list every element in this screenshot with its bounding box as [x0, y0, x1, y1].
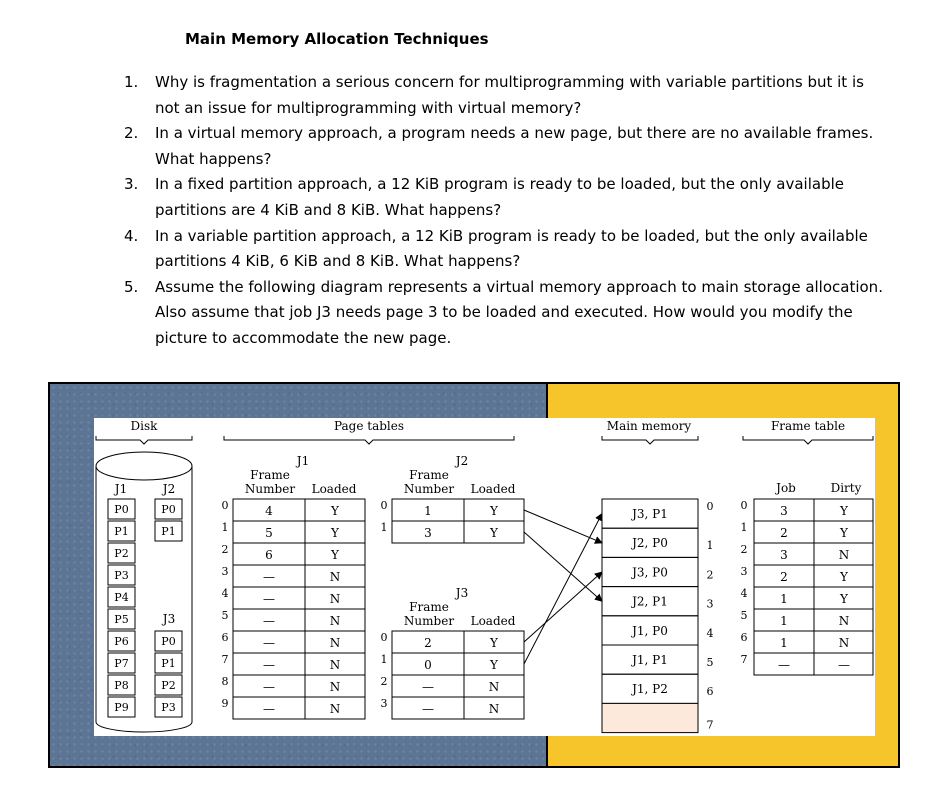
- memory-frame-content: J3, P1: [632, 507, 668, 521]
- frame-dirty-flag: N: [838, 548, 850, 562]
- frame-job: 1: [780, 592, 788, 606]
- memory-frame-index: 2: [706, 568, 714, 582]
- frame-dirty-flag: —: [838, 658, 850, 672]
- disk-page-j2: P0: [161, 503, 176, 516]
- page-loaded-flag: N: [329, 570, 341, 584]
- page-index: 4: [221, 587, 229, 600]
- frame-dirty-flag: Y: [840, 504, 848, 518]
- page-frame-number: 2: [424, 636, 432, 650]
- page-frame-number: 4: [265, 504, 273, 518]
- question-text: Assume the following diagram represents a virtual memory approach to main storage allocation.: [155, 277, 883, 296]
- page-loaded-flag: N: [329, 680, 341, 694]
- disk-page-j1: P6: [114, 635, 129, 648]
- memory-frame-index: 6: [706, 685, 714, 699]
- page-tables-brace: [224, 436, 514, 444]
- frame-dirty-flag: N: [838, 636, 850, 650]
- disk-page-j3: P2: [161, 679, 176, 692]
- col-loaded-j3: Loaded: [470, 614, 516, 628]
- frame-index: 1: [740, 521, 748, 534]
- disk-page-j1: P1: [114, 525, 129, 538]
- page-index: 2: [380, 675, 388, 688]
- col-job: Job: [776, 481, 796, 495]
- question-item: [124, 224, 894, 275]
- question-text: In a variable partition approach, a 12 KiB program is ready to be loaded, but the only available: [155, 226, 868, 245]
- page-loaded-flag: N: [329, 702, 341, 716]
- page-frame-number: —: [263, 614, 275, 628]
- page-index: 9: [221, 697, 229, 710]
- question-item: [124, 70, 894, 121]
- mapping-arrow: [524, 572, 602, 642]
- diagram-frame: [48, 382, 900, 768]
- page-index: 3: [221, 565, 229, 578]
- col-number-j1: Number: [244, 482, 296, 496]
- page-frame-number: —: [422, 680, 434, 694]
- page-loaded-flag: Y: [490, 526, 498, 540]
- disk-header-j2: J2: [162, 482, 176, 496]
- page-loaded-flag: Y: [331, 526, 339, 540]
- frame-table-brace: [743, 436, 873, 444]
- frame-table-label: Frame table: [770, 419, 846, 433]
- memory-frame-index: 1: [706, 539, 714, 553]
- memory-frame-index: 5: [706, 656, 714, 669]
- page-table-name-j3: J3: [455, 586, 469, 600]
- disk-page-j3: P1: [161, 657, 176, 670]
- disk-page-j1: P3: [114, 569, 129, 582]
- question-text: Also assume that job J3 needs page 3 to be loaded and executed. How would you modify the: [155, 303, 853, 322]
- memory-frame-content: J2, P1: [632, 594, 668, 609]
- page-loaded-flag: Y: [490, 658, 498, 672]
- page-loaded-flag: Y: [331, 504, 339, 518]
- frame-job: 3: [780, 548, 788, 562]
- page-index: 0: [380, 631, 388, 644]
- frame-job: 3: [780, 504, 788, 518]
- page-frame-number: —: [263, 592, 275, 606]
- frame-job: 2: [780, 526, 788, 540]
- question-text: What happens?: [155, 149, 272, 168]
- disk-page-j1: P4: [114, 591, 129, 604]
- page-loaded-flag: N: [329, 658, 341, 672]
- memory-frame-index: 0: [706, 500, 714, 513]
- page-loaded-flag: Y: [490, 504, 498, 518]
- frame-index: 4: [740, 587, 748, 600]
- page-index: 1: [221, 521, 229, 534]
- page-frame-number: —: [422, 702, 434, 716]
- disk-top: [96, 452, 192, 480]
- col-frame-j3: Frame: [409, 600, 449, 614]
- disk-page-j3: P3: [161, 701, 176, 714]
- col-number-j2: Number: [403, 482, 455, 496]
- page-index: 6: [221, 631, 229, 644]
- question-number: 2.: [124, 124, 139, 143]
- question-number: 3.: [124, 175, 139, 194]
- frame-index: 5: [740, 609, 748, 622]
- question-item: [124, 275, 894, 352]
- diagram-svg: [94, 418, 875, 736]
- frame-dirty-flag: Y: [840, 526, 848, 540]
- main-memory-brace: [602, 436, 698, 444]
- page-loaded-flag: N: [488, 702, 500, 716]
- page-index: 1: [380, 521, 388, 534]
- page-frame-number: 5: [265, 526, 273, 540]
- frame-index: 6: [740, 631, 748, 644]
- disk-header-j3: J3: [162, 612, 176, 626]
- disk-cylinder: [96, 466, 192, 732]
- page-loaded-flag: N: [329, 592, 341, 606]
- page-loaded-flag: N: [488, 680, 500, 694]
- frame-index: 7: [740, 653, 748, 666]
- disk-page-j1: P0: [114, 503, 129, 516]
- page-index: 5: [221, 609, 229, 622]
- frame-job: 2: [780, 570, 788, 584]
- frame-job: 1: [780, 614, 788, 628]
- question-text: In a fixed partition approach, a 12 KiB program is ready to be loaded, but the only available: [155, 175, 845, 194]
- mapping-arrow: [524, 514, 602, 664]
- question-list: [124, 70, 894, 352]
- page-frame-number: 6: [265, 548, 273, 562]
- page-loaded-flag: N: [329, 614, 341, 628]
- frame-dirty-flag: Y: [840, 592, 848, 606]
- col-dirty: Dirty: [830, 481, 862, 495]
- memory-frame-content: J3, P0: [632, 565, 668, 580]
- page-frame-number: —: [263, 570, 275, 584]
- col-loaded-j1: Loaded: [311, 482, 357, 496]
- mapping-arrow: [524, 532, 602, 601]
- page-frame-number: —: [263, 658, 275, 672]
- page-index: 2: [221, 543, 229, 556]
- page-loaded-flag: N: [329, 636, 341, 650]
- frame-job: 1: [780, 636, 788, 650]
- frame-job: —: [778, 658, 790, 672]
- page-index: 0: [221, 499, 229, 512]
- page-frame-number: —: [263, 702, 275, 716]
- page-tables-label: Page tables: [333, 419, 405, 433]
- page-index: 7: [221, 653, 229, 666]
- question-text: Why is fragmentation a serious concern for multiprogramming with variable partitions but it is: [155, 73, 864, 91]
- frame-index: 3: [740, 565, 748, 578]
- page-table-name-j2: J2: [455, 454, 469, 468]
- page-index: 8: [221, 675, 229, 688]
- page-title: Main Memory Allocation Techniques: [185, 30, 489, 48]
- memory-frame-index: 7: [706, 718, 714, 732]
- page-frame-number: —: [263, 636, 275, 650]
- disk-page-j1: P2: [114, 547, 129, 560]
- question-text: picture to accommodate the new page.: [155, 328, 452, 347]
- question-number: 4.: [124, 226, 139, 245]
- question-text: partitions 4 KiB, 6 KiB and 8 KiB. What happens?: [155, 252, 521, 271]
- page-index: 1: [380, 653, 388, 666]
- disk-page-j1: P7: [114, 657, 129, 670]
- page-index: 3: [380, 697, 388, 710]
- page-loaded-flag: Y: [490, 636, 498, 650]
- frame-dirty-flag: Y: [840, 570, 848, 584]
- page-table-name-j1: J1: [296, 454, 310, 468]
- frame-index: 2: [740, 543, 748, 556]
- frame-dirty-flag: N: [838, 614, 850, 628]
- question-text: In a virtual memory approach, a program needs a new page, but there are no available frames.: [155, 124, 874, 143]
- memory-frame-index: 3: [706, 597, 714, 611]
- page-frame-number: 0: [424, 658, 432, 672]
- disk-page-j1: P8: [114, 679, 129, 692]
- mapping-arrow: [524, 510, 602, 543]
- disk-page-j2: P1: [161, 525, 176, 538]
- question-number: 1.: [124, 73, 139, 91]
- memory-frame-content: J1, P1: [632, 653, 668, 667]
- virtual-memory-diagram: [94, 418, 875, 736]
- question-text: not an issue for multiprogramming with virtual memory?: [155, 98, 582, 117]
- question-item: [124, 172, 894, 223]
- page-frame-number: —: [263, 680, 275, 694]
- disk-label: Disk: [130, 419, 158, 433]
- memory-frame-index: 4: [706, 626, 714, 640]
- col-frame-j1: Frame: [250, 468, 290, 482]
- question-number: 5.: [124, 277, 139, 296]
- disk-page-j1: P5: [114, 613, 129, 626]
- frame-index: 0: [740, 499, 748, 512]
- page-frame-number: 1: [424, 504, 432, 518]
- col-frame-j2: Frame: [409, 468, 449, 482]
- col-loaded-j2: Loaded: [470, 482, 516, 496]
- page-frame-number: 3: [424, 526, 432, 540]
- main-memory-label: Main memory: [606, 419, 692, 433]
- memory-frame-content: J2, P0: [632, 536, 668, 551]
- memory-frame-content: J1, P0: [632, 623, 668, 638]
- disk-brace: [96, 436, 192, 444]
- memory-frame-content: J1, P2: [632, 682, 668, 697]
- disk-page-j1: P9: [114, 701, 129, 714]
- page-index: 0: [380, 499, 388, 512]
- disk-header-j1: J1: [114, 482, 128, 496]
- question-text: partitions are 4 KiB and 8 KiB. What happens?: [155, 200, 502, 219]
- question-item: [124, 121, 894, 172]
- col-number-j3: Number: [403, 614, 455, 628]
- disk-page-j3: P0: [161, 635, 176, 648]
- page-loaded-flag: Y: [331, 548, 339, 562]
- memory-frame-free: [602, 703, 698, 732]
